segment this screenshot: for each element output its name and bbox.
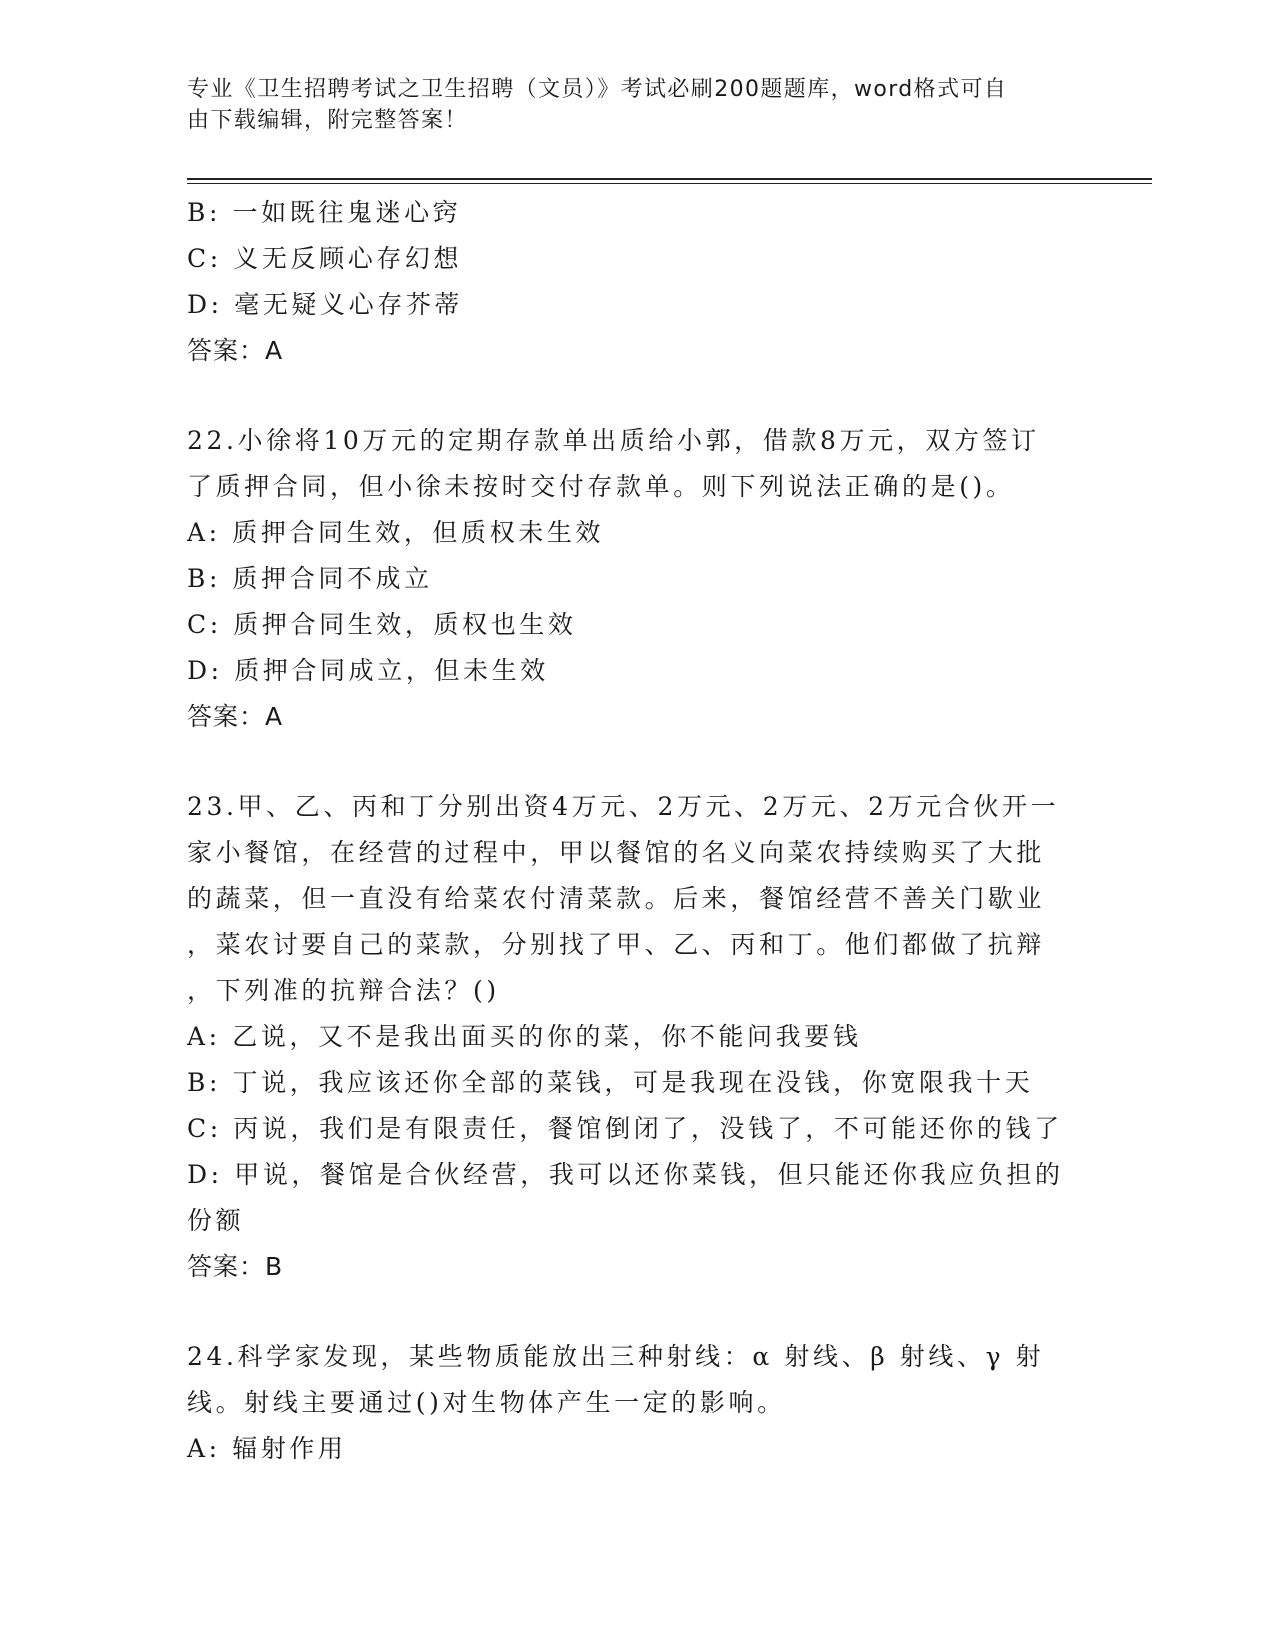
header-line-1: 专业《卫生招聘考试之卫生招聘（文员）》考试必刷200题题库，word格式可自 [187, 77, 1008, 102]
spacer [187, 1290, 1087, 1334]
option-b: B: 质押合同不成立 [187, 564, 433, 593]
question-stem: ，菜农讨要自己的菜款，分别找了甲、乙、丙和丁。他们都做了抗辩 [187, 930, 1046, 959]
option-a: A: 乙说，又不是我出面买的你的菜，你不能问我要钱 [187, 1022, 862, 1051]
question-stem: 23.甲、乙、丙和丁分别出资4万元、2万元、2万元、2万元合伙开一 [187, 792, 1060, 821]
spacer [187, 740, 1087, 784]
header-rule-thin [187, 183, 1152, 184]
option-a: A: 质押合同生效，但质权未生效 [187, 518, 605, 547]
header-line-2: 由下载编辑，附完整答案！ [187, 108, 468, 133]
question-stem: 线。射线主要通过()对生物体产生一定的影响。 [187, 1388, 786, 1417]
option-c: C: 质押合同生效，质权也生效 [187, 610, 577, 639]
question-24 [187, 1334, 1087, 1472]
option-a: A: 辐射作用 [187, 1434, 347, 1463]
question-stem: ，下列准的抗辩合法？() [187, 976, 500, 1005]
option-d: D: 甲说，餐馆是合伙经营，我可以还你菜钱，但只能还你我应负担的 [187, 1160, 1064, 1189]
question-21 [187, 190, 1087, 374]
question-stem: 22.小徐将10万元的定期存款单出质给小郭，借款8万元，双方签订 [187, 426, 1040, 455]
question-22 [187, 418, 1087, 740]
option-c: C: 义无反顾心存幻想 [187, 244, 463, 273]
answer-label: 答案：A [187, 702, 284, 731]
option-d: D: 毫无疑义心存芥蒂 [187, 290, 464, 319]
option-b: B: 一如既往鬼迷心窍 [187, 198, 462, 227]
answer-label: 答案：A [187, 336, 284, 365]
spacer [187, 374, 1087, 418]
answer-label: 答案：B [187, 1252, 284, 1281]
option-c: C: 丙说，我们是有限责任，餐馆倒闭了，没钱了，不可能还你的钱了 [187, 1114, 1063, 1143]
question-stem: 家小餐馆，在经营的过程中，甲以餐馆的名义向菜农持续购买了大批 [187, 838, 1046, 867]
question-stem: 24.科学家发现，某些物质能放出三种射线：α 射线、β 射线、γ 射 [187, 1342, 1045, 1371]
option-b: B: 丁说，我应该还你全部的菜钱，可是我现在没钱，你宽限我十天 [187, 1068, 1034, 1097]
question-list [187, 190, 1087, 1472]
question-stem: 的蔬菜，但一直没有给菜农付清菜款。后来，餐馆经营不善关门歇业 [187, 884, 1046, 913]
document-header [187, 74, 1067, 136]
question-23 [187, 784, 1087, 1290]
header-rule-thick [187, 178, 1152, 180]
question-stem: 了质押合同，但小徐未按时交付存款单。则下列说法正确的是()。 [187, 472, 1015, 501]
option-d: D: 质押合同成立，但未生效 [187, 656, 549, 685]
option-d-continuation: 份额 [187, 1206, 245, 1235]
